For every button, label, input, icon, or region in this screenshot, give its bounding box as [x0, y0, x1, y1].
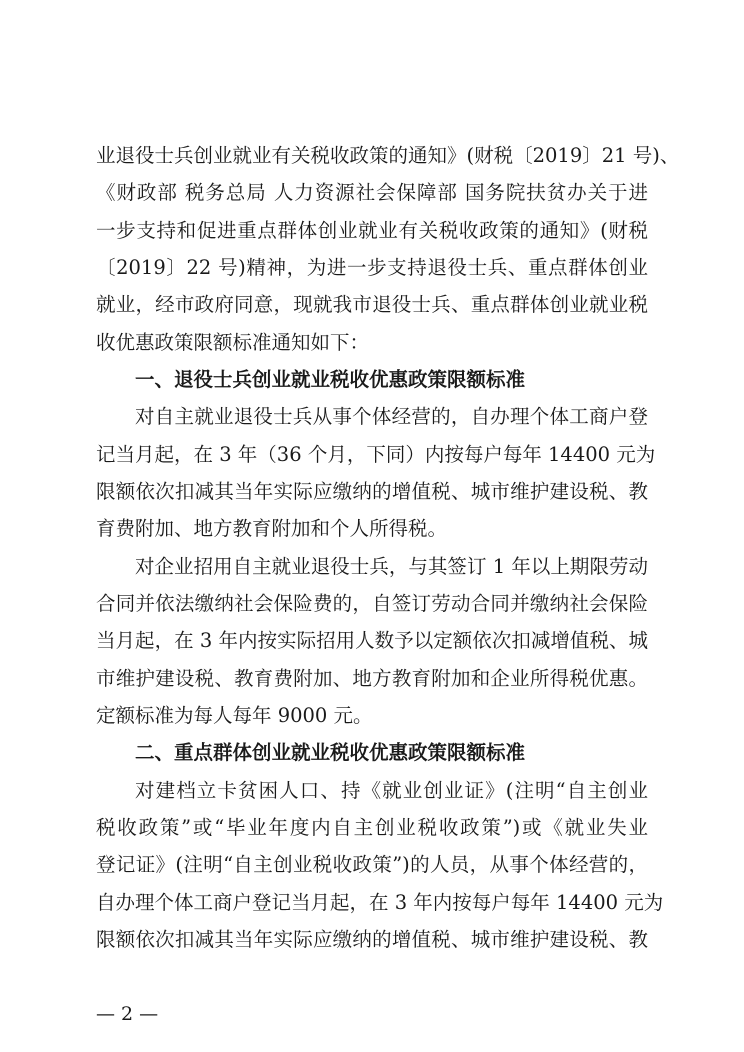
body-line: 合同并依法缴纳社会保险费的，自签订劳动合同并缴纳社会保险 — [96, 592, 648, 615]
body-line: 当月起，在 3 年内按实际招用人数予以定额依次扣减增值税、城 — [96, 629, 648, 652]
section-heading-2: 二、重点群体创业就业税收优惠政策限额标准 — [135, 741, 526, 764]
body-line: 一步支持和促进重点群体创业就业有关税收政策的通知》(财税 — [96, 219, 648, 242]
page-number: — 2 — — [96, 1003, 159, 1025]
body-line: 税收政策”或“毕业年度内自主创业税收政策”)或《就业失业 — [96, 816, 648, 839]
section-heading-1: 一、退役士兵创业就业税收优惠政策限额标准 — [135, 368, 526, 391]
body-line: 〔2019〕22 号)精神，为进一步支持退役士兵、重点群体创业 — [96, 256, 648, 279]
body-line: 定额标准为每人每年 9000 元。 — [96, 704, 373, 727]
body-line: 业退役士兵创业就业有关税收政策的通知》(财税〔2019〕21 号)、 — [96, 144, 680, 167]
body-line: 限额依次扣减其当年实际应缴纳的增值税、城市维护建设税、教 — [96, 928, 648, 951]
body-line: 就业，经市政府同意，现就我市退役士兵、重点群体创业就业税 — [96, 293, 648, 316]
body-line: 育费附加、地方教育附加和个人所得税。 — [96, 517, 448, 540]
body-line: 登记证》(注明“自主创业税收政策”)的人员，从事个体经营的， — [96, 853, 648, 876]
body-line: 自办理个体工商户登记当月起，在 3 年内按每户每年 14400 元为 — [96, 891, 664, 914]
body-line: 《财政部 税务总局 人力资源社会保障部 国务院扶贫办关于进 — [96, 181, 648, 204]
body-line: 对建档立卡贫困人口、持《就业创业证》(注明“自主创业 — [135, 779, 648, 802]
body-line: 记当月起，在 3 年（36 个月，下同）内按每户每年 14400 元为 — [96, 443, 656, 466]
body-line: 市维护建设税、教育费附加、地方教育附加和企业所得税优惠。 — [96, 667, 648, 690]
body-line: 限额依次扣减其当年实际应缴纳的增值税、城市维护建设税、教 — [96, 480, 648, 503]
body-line: 对自主就业退役士兵从事个体经营的，自办理个体工商户登 — [135, 405, 648, 428]
body-line: 收优惠政策限额标准通知如下： — [96, 331, 370, 354]
body-line: 对企业招用自主就业退役士兵，与其签订 1 年以上期限劳动 — [135, 555, 648, 578]
